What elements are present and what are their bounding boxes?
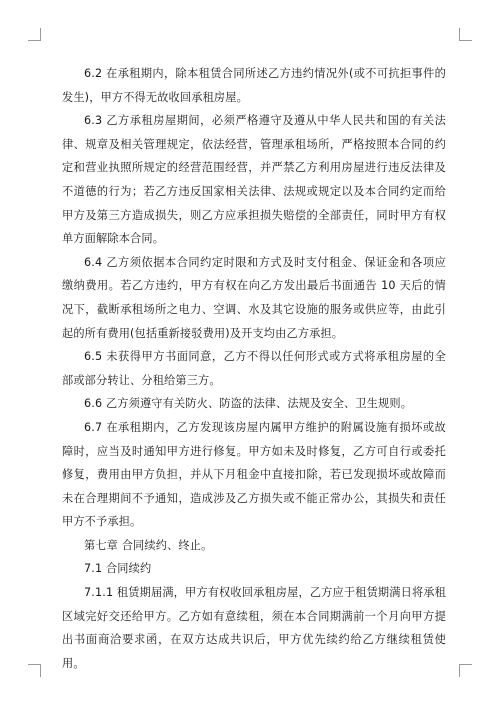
chapter-7-heading: 第七章 合同续约、终止。	[84, 538, 213, 552]
clause-6-4: 6.4 乙方须依据本合同约定时限和方式及时支付租金、保证金和各项应缴纳费用。若乙方违约，甲方有权在向乙方发出最后书面通告 10 天后的情况下，截断承租场所之电力、空调、水及其它设施的服务或供应等，由此引起的所有费用(包括重新接驳费用)及开支均由乙方承担。	[62, 255, 446, 340]
crop-mark-bottom-left	[28, 664, 41, 677]
document-body	[62, 62, 446, 675]
section-7-1-heading: 7.1 合同续约	[84, 562, 152, 576]
crop-mark-top-right	[459, 28, 472, 41]
crop-mark-bottom-right	[459, 664, 472, 677]
clause-6-2: 6.2 在承租期内，除本租赁合同所述乙方违约情况外(或不可抗拒事件的发生)，甲方不得无故收回承租房屋。	[62, 67, 446, 104]
crop-mark-top-left	[28, 28, 41, 41]
clause-6-5: 6.5 未获得甲方书面同意，乙方不得以任何形式或方式将承租房屋的全部或部分转让、分租给第三方。	[62, 350, 446, 387]
clause-6-7: 6.7 在承租期内，乙方发现该房屋内属甲方维护的附属设施有损坏或故障时，应当及时通知甲方进行修复。甲方如未及时修复，乙方可自行或委托修复，费用由甲方负担，并从下月租金中直接扣除，若已发现损坏或故障而未在合理期间不予通知，造成涉及乙方损失或不能正常办公，其损失和责任甲方不予承担。	[62, 420, 446, 529]
clause-6-6: 6.6 乙方须遵守有关防火、防盗的法律、法规及安全、卫生规则。	[84, 397, 413, 411]
clause-6-3: 6.3 乙方承租房屋期间，必须严格遵守及遵从中华人民共和国的有关法律、规章及相关管理规定，依法经营，管理承租场所，严格按照本合同的约定和营业执照所规定的经营范围经营，并严禁乙方利用房屋进行违反法律及不道德的行为；若乙方违反国家相关法律、法规或规定以及本合同约定而给甲方及第三方造成损失，则乙方应承担损失赔偿的全部责任，同时甲方有权单方面解除本合同。	[62, 114, 446, 246]
clause-7-1-1: 7.1.1 租赁期届满，甲方有权收回承租房屋，乙方应于租赁期满日将承租区域完好交还给甲方。乙方如有意续租，须在本合同期满前一个月向甲方提出书面商洽要求函，在双方达成共识后，甲方优先续约给乙方继续租赁使用。	[62, 586, 446, 670]
